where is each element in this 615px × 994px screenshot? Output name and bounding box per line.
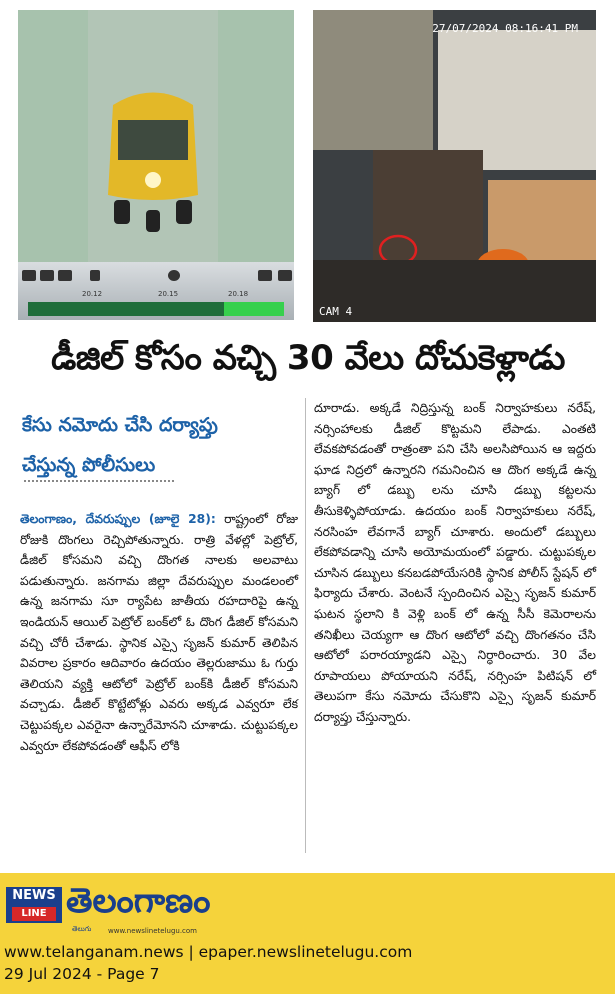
footer-date-page: 29 Jul 2024 - Page 7 xyxy=(4,965,160,983)
video-player-bar xyxy=(18,262,294,320)
column-divider xyxy=(305,398,306,853)
time-tick: 20.15 xyxy=(158,290,179,298)
article-body-right: దూరాడు. అక్కడే నిద్రిస్తున్న బంక్ నిర్వాహకులు నరేష్, నర్సింహాలకు డీజిల్ కొట్టమని లేపాడు. ఎంతటి లేవకపోవడంతో రాత్రంతా పని చేసి అలసిపోయిన ఆ ఇద్దరు ఘాడ నిద్రలో ఉన్నారని గమనించిన ఆ దొంగ అక్కడే ఉన్న బ్యాగ్ లో డబ్బు లను చూసి డబ్బు కట్టలను తీసుకెళ్ళిపోయాడు. ఉదయం బంక్ నిర్వాహకులు నరేష్, నరసింహ లేవగానే బ్యాగ్ చూశారు. అందులో డబ్బులు లేకపోవడాన్ని చూసి అయోమయంలో పడ్డారు. చుట్టుపక్కల చూసిన డబ్బులు కనబడపోయేసరికి స్థానిక పోలీస్ స్టేషన్ లో ఫిర్యాదు చేశారు. వెంటనే స్పందించిన ఎస్సై సృజన్ కుమార్ ఘటన స్థలాని కి వెళ్లి బంక్ లో ఉన్న సీసీ కెమెరాలను తనిఖీలు చెయ్యగా ఆ దొంగ ఆటోలో వచ్చి దొంగతనం చేసి ఆటోలో పరారయ్యాడని ఎస్సై నిర్ధారించారు. 30 వేల రూపాయలు పోయాయని నరేష్, నర్సింహ పిటిషన్ లో తెలుపగా కేసు నమోదు చేసుకొని ఎస్సై సృజన్ కుమార్ దర్యాప్తు చేస్తున్నారు. xyxy=(314,401,596,724)
subhead-line: కేసు నమోదు చేసి దర్యాప్తు xyxy=(22,414,218,436)
article-column-left xyxy=(20,509,298,756)
timeline-activity xyxy=(224,302,284,316)
article-body-left: రాష్ట్రంలో రోజు రోజుకి దొంగలు రెచ్చిపోతున్నారు. రాత్రి వేళల్లో పెట్రోల్, డీజిల్ కోసమని వచ్చి దొంగత నాలకు అలవాటు పడుతున్నారు. జనగామ జిల్లా దేవరుప్పుల మండలంలో ఉన్న జనగామ సూ ర్యాపేట జాతీయ రహదారిపై ఉన్న ఇండియన్ ఆయిల్ పెట్రోల్ బంక్‌లో ఓ దొంగ డీజిల్ కోసమని వచ్చి చోరీ చేశాడు. స్థానిక ఎస్సై సృజన్ కుమార్ తెలిపిన వివరాల ప్రకారం ఆదివారం ఉదయం తెల్లరుజాము ఓ గుర్తు తెలియని వ్యక్తి ఆటోలో పెట్రోల్ బంక్‌కి డీజిల్ కోసమని వచ్చాడు. డీజిల్ కొట్టేటోళ్లు ఎవరు అక్కడ ఎవ్వరూ లేక చెట్టుపక్కల ఎవరైనా ఉన్నారేమోనని చూశాడు. చుట్టుపక్కల ఎవ్వరూ లేకపోవడంతో ఆఫీస్ లోకి xyxy=(20,512,298,753)
subhead-line: చేస్తున్న పోలీసులు xyxy=(22,454,156,476)
logo-badge-top: NEWS xyxy=(12,888,56,903)
newsline-logo[interactable] xyxy=(6,887,62,923)
photo-cctv-office xyxy=(313,10,596,322)
footer-banner xyxy=(0,873,615,994)
footer-links[interactable]: www.telanganam.news | epaper.newslinetelugu.com xyxy=(4,943,413,961)
cctv-timestamp: 27/07/2024 08:16:41 PM xyxy=(432,22,578,35)
time-tick: 20.12 xyxy=(82,290,103,298)
article-headline: డీజిల్ కోసం వచ్చి 30 వేలు దోచుకెళ్లాడు xyxy=(51,338,565,378)
article-subhead xyxy=(22,405,292,485)
photo-auto-rickshaw xyxy=(18,10,294,320)
camera-label: CAM 4 xyxy=(319,305,353,318)
subhead-divider xyxy=(24,480,174,482)
logo-badge-bottom: LINE xyxy=(12,907,56,921)
export-icon[interactable] xyxy=(278,270,292,281)
article-dateline: తెలంగాణం, దేవరుప్పుల (జూలై 28): xyxy=(20,512,216,526)
logo-tagline: తెలుగు xyxy=(72,925,92,933)
cctv-office-image xyxy=(313,10,596,322)
timeline-bar[interactable] xyxy=(28,302,284,316)
camera-icon[interactable] xyxy=(258,270,272,281)
play-icon[interactable] xyxy=(58,270,72,281)
auto-rickshaw-image xyxy=(18,10,294,262)
logo-website[interactable]: www.newslinetelugu.com xyxy=(108,927,197,935)
article-column-right xyxy=(314,398,596,728)
telanganam-logo[interactable]: తెలంగాణం xyxy=(66,881,211,921)
skip-back-icon[interactable] xyxy=(40,270,54,281)
person-icon[interactable] xyxy=(168,270,180,281)
time-tick: 20.18 xyxy=(228,290,249,298)
rewind-icon[interactable] xyxy=(22,270,36,281)
volume-icon[interactable] xyxy=(90,270,100,281)
